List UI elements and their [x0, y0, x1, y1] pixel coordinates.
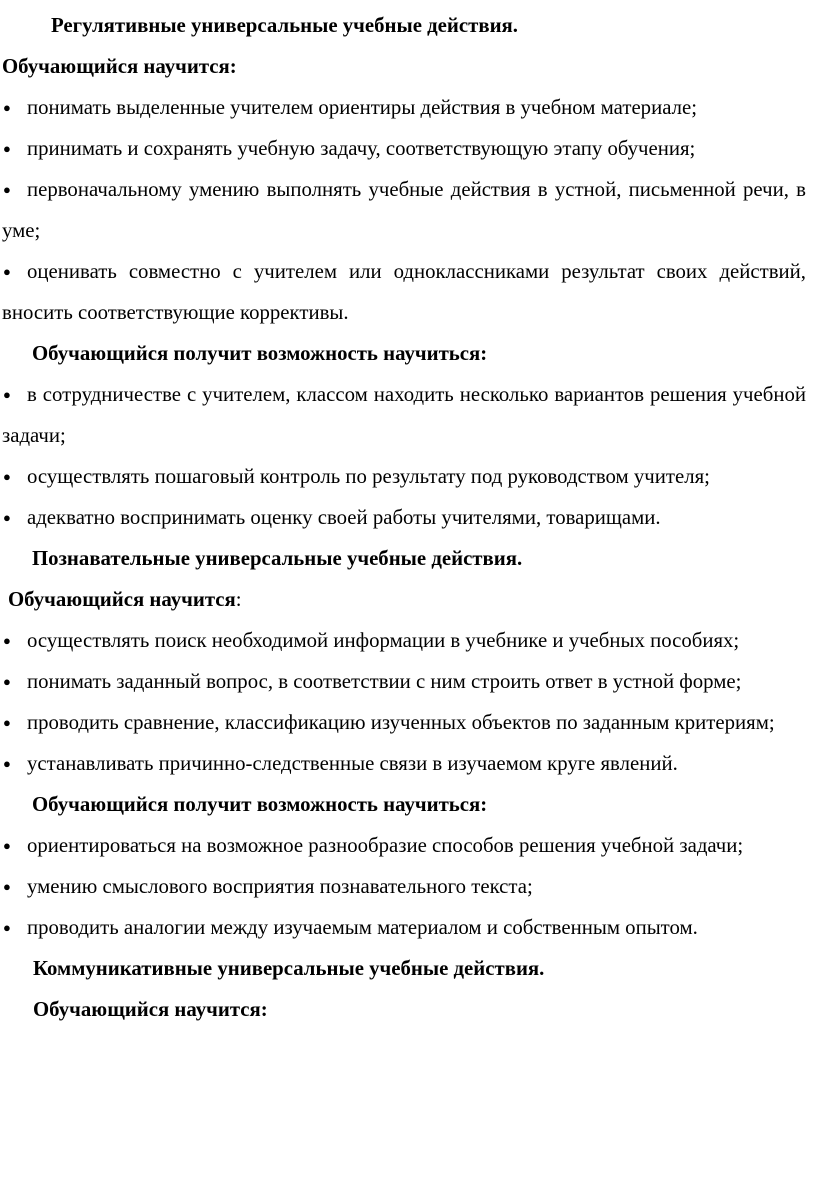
bullet-icon: ●	[3, 387, 11, 402]
list-item: ● первоначальному умению выполнять учебные действия в устной, письменной речи, в уме;	[2, 169, 806, 251]
subheading-will-learn: Обучающийся научится:	[33, 998, 268, 1021]
bullet-list-regulative-opportunity	[2, 374, 806, 538]
section-title-cognitive: Познавательные универсальные учебные действия.	[32, 547, 523, 570]
bullet-icon: ●	[3, 838, 11, 853]
list-item: ● осуществлять пошаговый контроль по результату под руководством учителя;	[2, 456, 806, 497]
list-item: ● ориентироваться на возможное разнообразие способов решения учебной задачи;	[2, 825, 806, 866]
bullet-icon: ●	[3, 715, 11, 730]
bullet-icon: ●	[3, 879, 11, 894]
bullet-icon: ●	[3, 633, 11, 648]
section-title-regulative: Регулятивные универсальные учебные действия.	[51, 14, 519, 37]
bullet-icon: ●	[3, 182, 11, 197]
list-item: ● понимать заданный вопрос, в соответствии с ним строить ответ в устной форме;	[2, 661, 806, 702]
list-item: ● в сотрудничестве с учителем, классом находить несколько вариантов решения учебной задачи;	[2, 374, 806, 456]
list-item: ● умению смыслового восприятия познавательного текста;	[2, 866, 806, 907]
list-item: ● оценивать совместно с учителем или одноклассниками результат своих действий, вносить соответствующие коррективы.	[2, 251, 806, 333]
subheading-will-learn: Обучающийся научится:	[8, 588, 242, 611]
bullet-list-regulative	[2, 87, 806, 333]
list-item: ● адекватно воспринимать оценку своей работы учителями, товарищами.	[2, 497, 806, 538]
subheading-will-learn: Обучающийся научится:	[2, 55, 237, 78]
list-item: ● устанавливать причинно-следственные связи в изучаемом круге явлений.	[2, 743, 806, 784]
bullet-icon: ●	[3, 920, 11, 935]
list-item: ● проводить аналогии между изучаемым материалом и собственным опытом.	[2, 907, 806, 948]
bullet-icon: ●	[3, 674, 11, 689]
bullet-list-cognitive	[2, 620, 806, 784]
subheading-opportunity: Обучающийся получит возможность научиться:	[32, 342, 488, 365]
bullet-icon: ●	[3, 756, 11, 771]
list-item: ● осуществлять поиск необходимой информации в учебнике и учебных пособиях;	[2, 620, 806, 661]
bullet-icon: ●	[3, 264, 11, 279]
section-title-communicative: Коммуникативные универсальные учебные действия.	[33, 957, 545, 980]
list-item: ● понимать выделенные учителем ориентиры действия в учебном материале;	[2, 87, 806, 128]
bullet-icon: ●	[3, 469, 11, 484]
list-item: ● принимать и сохранять учебную задачу, соответствующую этапу обучения;	[2, 128, 806, 169]
list-item: ● проводить сравнение, классификацию изученных объектов по заданным критериям;	[2, 702, 806, 743]
bullet-icon: ●	[3, 100, 11, 115]
subheading-opportunity: Обучающийся получит возможность научиться:	[32, 793, 488, 816]
bullet-icon: ●	[3, 510, 11, 525]
bullet-list-cognitive-opportunity	[2, 825, 806, 948]
bullet-icon: ●	[3, 141, 11, 156]
